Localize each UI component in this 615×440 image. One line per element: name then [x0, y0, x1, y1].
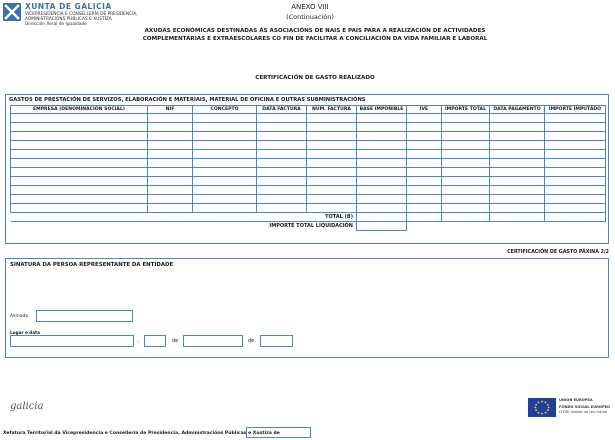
table-cell[interactable]: [407, 177, 442, 186]
table-cell[interactable]: [545, 204, 606, 213]
table-cell[interactable]: [490, 159, 545, 168]
signed-by-field[interactable]: [36, 310, 133, 322]
signature-section-label: SINATURA DA PERSOA REPRESENTANTE DA ENTIDADE: [10, 262, 174, 268]
table-cell[interactable]: [490, 177, 545, 186]
table-cell[interactable]: [357, 123, 407, 132]
table-cell[interactable]: [148, 114, 193, 123]
aid-title-line-2: COMPLEMENTARIAS E EXTRAESCOLARES CO FIN DE FACILITAR A CONCILIACIÓN DA VIDA FAMILIAR E LABORAL: [142, 36, 488, 42]
territorial-office-label: Xefatura Territorial da Vicepresidencia e Consellería de Presidencia, Administracións Públicas e Xustiza de: [3, 431, 280, 436]
table-cell[interactable]: [307, 168, 357, 177]
table-cell[interactable]: [193, 204, 257, 213]
table-cell[interactable]: [545, 168, 606, 177]
table-cell[interactable]: [11, 168, 148, 177]
year-field[interactable]: [260, 335, 293, 347]
table-cell[interactable]: [442, 150, 490, 159]
total-cell[interactable]: [490, 213, 545, 222]
table-row: [11, 195, 606, 204]
table-cell[interactable]: [545, 195, 606, 204]
brand-name: XUNTA DE GALICIA: [25, 2, 112, 11]
eu-line-3: O FSE inviste no teu futuro: [559, 410, 608, 414]
table-cell[interactable]: [257, 141, 307, 150]
table-row: [11, 177, 606, 186]
continuation-label: (Continuación): [286, 13, 334, 21]
comma-separator: ,: [138, 338, 140, 344]
table-cell[interactable]: [148, 150, 193, 159]
table-cell[interactable]: [545, 159, 606, 168]
table-cell[interactable]: [257, 132, 307, 141]
table-cell[interactable]: [307, 132, 357, 141]
column-header: BASE IMPOÑIBLE: [357, 106, 407, 114]
table-cell[interactable]: [442, 186, 490, 195]
signed-label: Asinado: [10, 314, 29, 319]
table-cell[interactable]: [442, 123, 490, 132]
table-cell[interactable]: [257, 204, 307, 213]
table-cell[interactable]: [545, 150, 606, 159]
table-cell[interactable]: [490, 168, 545, 177]
table-cell[interactable]: [193, 132, 257, 141]
column-header: IMPORTE TOTAL: [442, 106, 490, 114]
table-cell[interactable]: [11, 195, 148, 204]
column-header: DATA FACTURA: [257, 106, 307, 114]
table-cell[interactable]: [11, 159, 148, 168]
net-total-row: [11, 222, 606, 231]
table-cell[interactable]: [193, 123, 257, 132]
table-cell[interactable]: [442, 132, 490, 141]
table-cell[interactable]: [442, 204, 490, 213]
table-cell[interactable]: [193, 177, 257, 186]
table-cell[interactable]: [193, 159, 257, 168]
table-cell[interactable]: [11, 132, 148, 141]
expenses-table: [10, 105, 606, 231]
table-cell[interactable]: [442, 195, 490, 204]
table-cell[interactable]: [307, 186, 357, 195]
table-cell[interactable]: [490, 123, 545, 132]
table-cell[interactable]: [545, 141, 606, 150]
table-cell[interactable]: [490, 114, 545, 123]
net-total-label: IMPORTE TOTAL LIQUIDACIÓN: [11, 222, 357, 231]
certification-title: CERTIFICACIÓN DE GASTO REALIZADO: [255, 75, 375, 81]
table-cell[interactable]: [148, 177, 193, 186]
day-field[interactable]: [144, 335, 166, 347]
eu-flag-icon: [528, 398, 556, 417]
signature-section: [5, 258, 609, 358]
table-cell[interactable]: [490, 150, 545, 159]
table-row: [11, 150, 606, 159]
table-cell[interactable]: [545, 177, 606, 186]
document-header: [0, 0, 615, 90]
column-header: EMPRESA (DENOMINACIÓN SOCIAL): [11, 106, 148, 114]
total-row: [11, 213, 606, 222]
table-row: [11, 141, 606, 150]
table-cell[interactable]: [307, 123, 357, 132]
total-label: TOTAL (B): [11, 213, 357, 222]
table-cell[interactable]: [407, 159, 442, 168]
table-cell[interactable]: [357, 195, 407, 204]
table-row: [11, 204, 606, 213]
table-cell[interactable]: [148, 141, 193, 150]
table-cell[interactable]: [442, 114, 490, 123]
table-cell[interactable]: [257, 186, 307, 195]
table-cell[interactable]: [442, 141, 490, 150]
eu-line-2: FONDO SOCIAL EUROPEO: [559, 405, 611, 409]
table-cell[interactable]: [307, 114, 357, 123]
de-separator: de: [248, 338, 255, 344]
page-indicator: CERTIFICACIÓN DE GASTO PÁXINA 2/2: [507, 250, 609, 255]
territorial-office-field[interactable]: [246, 427, 311, 438]
table-cell[interactable]: [11, 204, 148, 213]
table-row: [11, 159, 606, 168]
annex-title: ANEXO VIII: [291, 3, 329, 11]
table-cell[interactable]: [490, 195, 545, 204]
table-cell[interactable]: [307, 204, 357, 213]
table-cell[interactable]: [257, 114, 307, 123]
total-cell[interactable]: [407, 213, 442, 222]
department-line-2: ADMINISTRACIÓNS PÚBLICAS E XUSTIZA: [25, 17, 112, 22]
table-cell[interactable]: [442, 168, 490, 177]
table-cell[interactable]: [257, 177, 307, 186]
table-cell[interactable]: [545, 114, 606, 123]
column-header: DATA PAGAMENTO: [490, 106, 545, 114]
table-cell[interactable]: [11, 177, 148, 186]
column-header: CONCEPTO: [193, 106, 257, 114]
column-header: IVE: [407, 106, 442, 114]
table-cell[interactable]: [442, 177, 490, 186]
place-field[interactable]: [10, 335, 134, 347]
eu-line-1: UNIÓN EUROPEA: [559, 398, 593, 402]
table-cell[interactable]: [407, 132, 442, 141]
table-cell[interactable]: [148, 123, 193, 132]
table-cell[interactable]: [357, 177, 407, 186]
table-cell[interactable]: [193, 186, 257, 195]
table-cell[interactable]: [407, 186, 442, 195]
galicia-logo: [10, 400, 70, 416]
table-cell[interactable]: [490, 186, 545, 195]
column-header: NÚM. FACTURA: [307, 106, 357, 114]
table-cell[interactable]: [490, 132, 545, 141]
table-cell[interactable]: [357, 141, 407, 150]
table-cell[interactable]: [357, 168, 407, 177]
table-cell[interactable]: [257, 168, 307, 177]
xunta-cross-icon: [3, 3, 21, 21]
table-cell[interactable]: [193, 141, 257, 150]
table-cell[interactable]: [11, 186, 148, 195]
table-cell[interactable]: [490, 141, 545, 150]
net-total-cell[interactable]: [357, 222, 407, 231]
table-cell[interactable]: [407, 141, 442, 150]
table-cell[interactable]: [193, 168, 257, 177]
table-cell[interactable]: [193, 150, 257, 159]
table-cell[interactable]: [357, 150, 407, 159]
table-cell[interactable]: [11, 150, 148, 159]
table-row: [11, 114, 606, 123]
table-row: [11, 168, 606, 177]
table-cell[interactable]: [407, 123, 442, 132]
table-cell[interactable]: [545, 186, 606, 195]
total-cell[interactable]: [357, 213, 407, 222]
table-cell[interactable]: [545, 132, 606, 141]
de-separator: de: [172, 338, 179, 344]
expenses-section-label: GASTOS DE PRESTACIÓN DE SERVIZOS, ELABORACIÓN E MATERIAIS, MATERIAL DE OFICINA E OUTRAS SUBMINISTRACIÓNS: [9, 97, 366, 103]
table-cell[interactable]: [357, 114, 407, 123]
place-date-label: Lugar e data: [10, 330, 40, 335]
table-cell[interactable]: [148, 132, 193, 141]
table-cell[interactable]: [307, 159, 357, 168]
table-cell[interactable]: [357, 204, 407, 213]
galicia-wordmark: galicia: [10, 401, 44, 412]
table-cell[interactable]: [307, 141, 357, 150]
table-cell[interactable]: [148, 186, 193, 195]
table-cell[interactable]: [257, 123, 307, 132]
table-cell[interactable]: [193, 195, 257, 204]
table-cell[interactable]: [257, 159, 307, 168]
table-cell[interactable]: [148, 159, 193, 168]
column-header: IMPORTE IMPUTADO: [545, 106, 606, 114]
table-cell[interactable]: [193, 114, 257, 123]
table-row: [11, 132, 606, 141]
table-cell[interactable]: [407, 204, 442, 213]
table-cell[interactable]: [307, 195, 357, 204]
table-row: [11, 123, 606, 132]
table-cell[interactable]: [407, 168, 442, 177]
table-cell[interactable]: [257, 195, 307, 204]
table-cell[interactable]: [11, 141, 148, 150]
total-cell[interactable]: [442, 213, 490, 222]
expenses-section: [5, 94, 609, 244]
table-row: [11, 186, 606, 195]
total-cell[interactable]: [545, 213, 606, 222]
table-cell[interactable]: [11, 114, 148, 123]
month-field[interactable]: [183, 335, 243, 347]
table-cell[interactable]: [148, 204, 193, 213]
table-cell[interactable]: [307, 150, 357, 159]
expenses-header-row: [11, 106, 606, 114]
table-cell[interactable]: [148, 195, 193, 204]
table-cell[interactable]: [442, 159, 490, 168]
table-cell[interactable]: [357, 132, 407, 141]
table-cell[interactable]: [407, 150, 442, 159]
aid-title-line-1: AXUDAS ECONÓMICAS DESTINADAS ÁS ASOCIACIÓNS DE NAIS E PAIS PARA A REALIZACIÓN DE ACTIVIDADES: [144, 28, 486, 34]
table-cell[interactable]: [407, 114, 442, 123]
table-cell[interactable]: [357, 186, 407, 195]
table-cell[interactable]: [490, 204, 545, 213]
department-line-3: Dirección Xeral de Igualdade: [25, 22, 87, 27]
table-cell[interactable]: [11, 123, 148, 132]
table-cell[interactable]: [148, 168, 193, 177]
table-cell[interactable]: [545, 123, 606, 132]
table-cell[interactable]: [407, 195, 442, 204]
table-cell[interactable]: [257, 150, 307, 159]
column-header: NIF: [148, 106, 193, 114]
table-cell[interactable]: [357, 159, 407, 168]
department-line-1: VICEPRESIDENCIA E CONSELLERÍA DE PRESIDENCIA,: [25, 12, 138, 17]
table-cell[interactable]: [307, 177, 357, 186]
eu-logo: [528, 396, 612, 420]
